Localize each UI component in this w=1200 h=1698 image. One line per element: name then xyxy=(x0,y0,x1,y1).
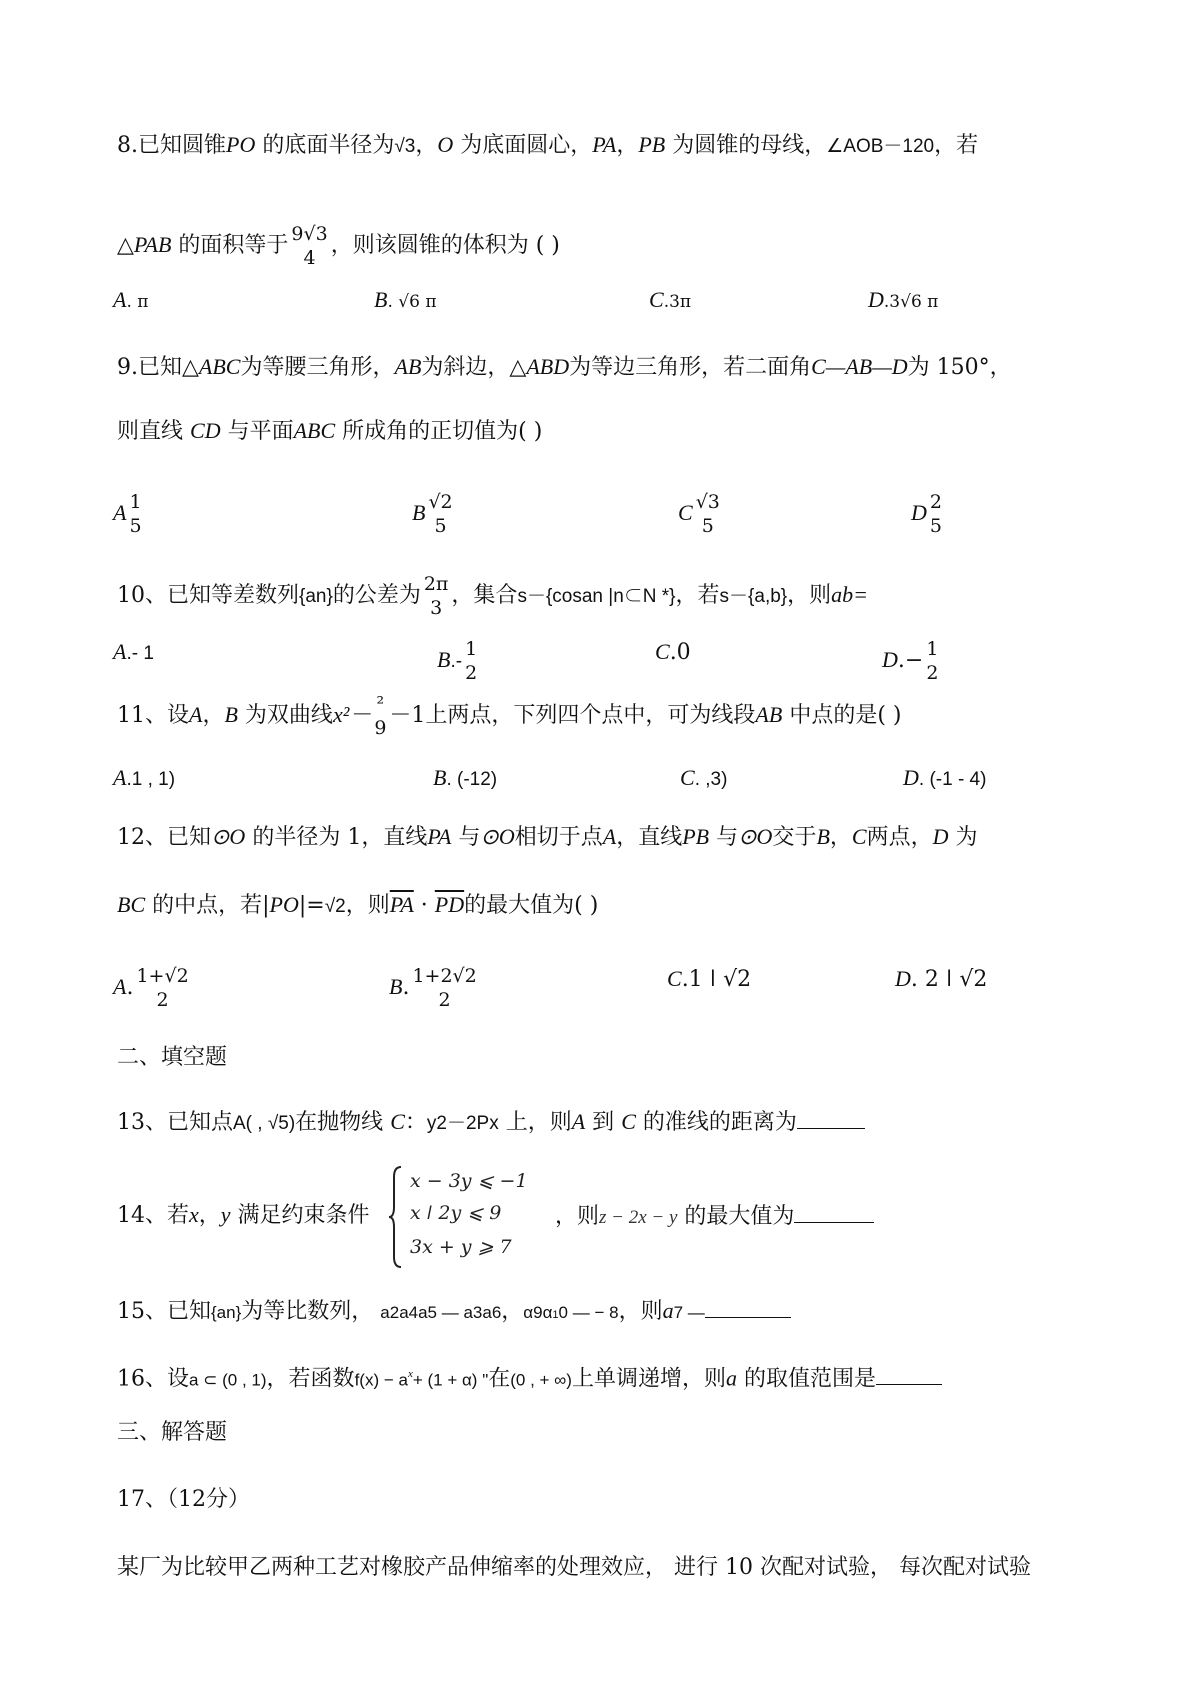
q11-option-c[interactable]: C. ,3) xyxy=(680,765,728,790)
q14-answer-blank[interactable] xyxy=(794,1200,874,1223)
q10-option-a[interactable]: A.- 1 xyxy=(113,639,154,664)
q8-line1: 8.已知圆锥PO 的底面半径为√3，O 为底面圆心，PA，PB 为圆锥的母线，∠AOB－120，若 xyxy=(117,132,979,158)
q9-option-d[interactable]: D 2 5 xyxy=(911,491,942,537)
q8-line2: △PAB 的面积等于 9√3 4 ，则该圆锥的体积为 ( ) xyxy=(117,223,560,269)
q8-area-fraction: 9√3 4 xyxy=(291,223,328,269)
constraint-brace xyxy=(388,1165,402,1269)
q12-option-c[interactable]: C.1 ǀ √2 xyxy=(667,966,752,992)
q17-title: 17、（12分） xyxy=(117,1487,250,1512)
q9-option-b[interactable]: B √2 5 xyxy=(412,491,453,537)
q8-option-a[interactable]: A. π xyxy=(113,287,149,312)
q11-line1: 11、设A，B 为双曲线x²－ ² 9 －1上两点，下列四个点中，可为线段AB 中点的是( ) xyxy=(117,693,902,739)
q9-option-a[interactable]: A 1 5 xyxy=(113,491,142,537)
section-solutions-heading: 三、解答题 xyxy=(117,1420,228,1445)
q14-line: 14、若x，y 满足约束条件 xyxy=(117,1202,370,1228)
q15-line: 15、已知{an}为等比数列， a2a4a5 — a3a6，α9α10 — − 8，则a7 — xyxy=(117,1295,791,1330)
q11-option-a[interactable]: A.1 , 1) xyxy=(113,765,176,790)
q8-option-b[interactable]: B. √6 π xyxy=(374,287,437,312)
q12-option-b[interactable]: B. 1+2√2 2 xyxy=(389,965,477,1011)
q11-option-d[interactable]: D. (-1 - 4) xyxy=(903,765,987,790)
q10-option-d[interactable]: D.− 1 2 xyxy=(882,638,939,684)
q16-answer-blank[interactable] xyxy=(876,1362,942,1385)
constraint-2: x ǀ 2y ⩽ 9 xyxy=(410,1202,502,1224)
q17-body: 某厂为比较甲乙两种工艺对橡胶产品伸缩率的处理效应， 进行 10 次配对试验， 每次配对试验 xyxy=(117,1555,1031,1580)
q9-line1: 9.已知△ABC为等腰三角形，AB为斜边，△ABD为等边三角形，若二面角C—AB—D为 150°， xyxy=(117,354,1012,380)
constraint-1: x − 3y ⩽ −1 xyxy=(410,1170,528,1192)
constraint-3: 3x + y ⩾ 7 xyxy=(410,1236,512,1258)
q12-option-d[interactable]: D. 2 ǀ √2 xyxy=(895,966,988,992)
q13-answer-blank[interactable] xyxy=(797,1106,865,1129)
q14-suffix: ，则z − 2x − y 的最大值为 xyxy=(555,1200,874,1233)
q8-option-c[interactable]: C.3π xyxy=(649,287,692,312)
vector-pd: $\overline{PD}$ xyxy=(434,892,465,917)
q10-option-c[interactable]: C.0 xyxy=(655,639,691,665)
q15-answer-blank[interactable] xyxy=(705,1295,791,1318)
q13-line: 13、已知点A( , √5)在抛物线 C：y2－2Px 上，则A 到 C 的准线的距离为 xyxy=(117,1106,865,1139)
q16-line: 16、设a ⊂ (0 , 1)，若函数$f(x) - a^x+ (1 + \alpha)$ "在(0 , + ∞)上单调递增，则a 的取值范围是 xyxy=(117,1359,942,1395)
q12-option-a[interactable]: A. 1+√2 2 xyxy=(113,965,189,1011)
q9-option-c[interactable]: C √3 5 xyxy=(678,491,720,537)
q10-line1: 10、已知等差数列{an}的公差为 2π 3 ，集合s－{cosan |n⊂N *}，若s－{a,b}，则ab= xyxy=(117,573,869,619)
q12-line2: BC 的中点，若|PO|=√2，则$\overline{PA} \cdot \overline{PD}$的最大值为( ) xyxy=(117,892,599,918)
q10-option-b[interactable]: B.- 1 2 xyxy=(437,638,478,684)
q12-line1: 12、已知⊙O 的半径为 1，直线PA 与⊙O相切于点A，直线PB 与⊙O交于B，C两点，D 为 xyxy=(117,824,978,850)
section-fill-in-heading: 二、填空题 xyxy=(117,1045,228,1070)
vector-pa: $\overline{PA}$ xyxy=(389,892,414,917)
q11-option-b[interactable]: B. (-12) xyxy=(433,765,498,790)
q9-line2: 则直线 CD 与平面ABC 所成角的正切值为( ) xyxy=(117,418,543,444)
q8-option-d[interactable]: D.3√6 π xyxy=(868,287,939,312)
